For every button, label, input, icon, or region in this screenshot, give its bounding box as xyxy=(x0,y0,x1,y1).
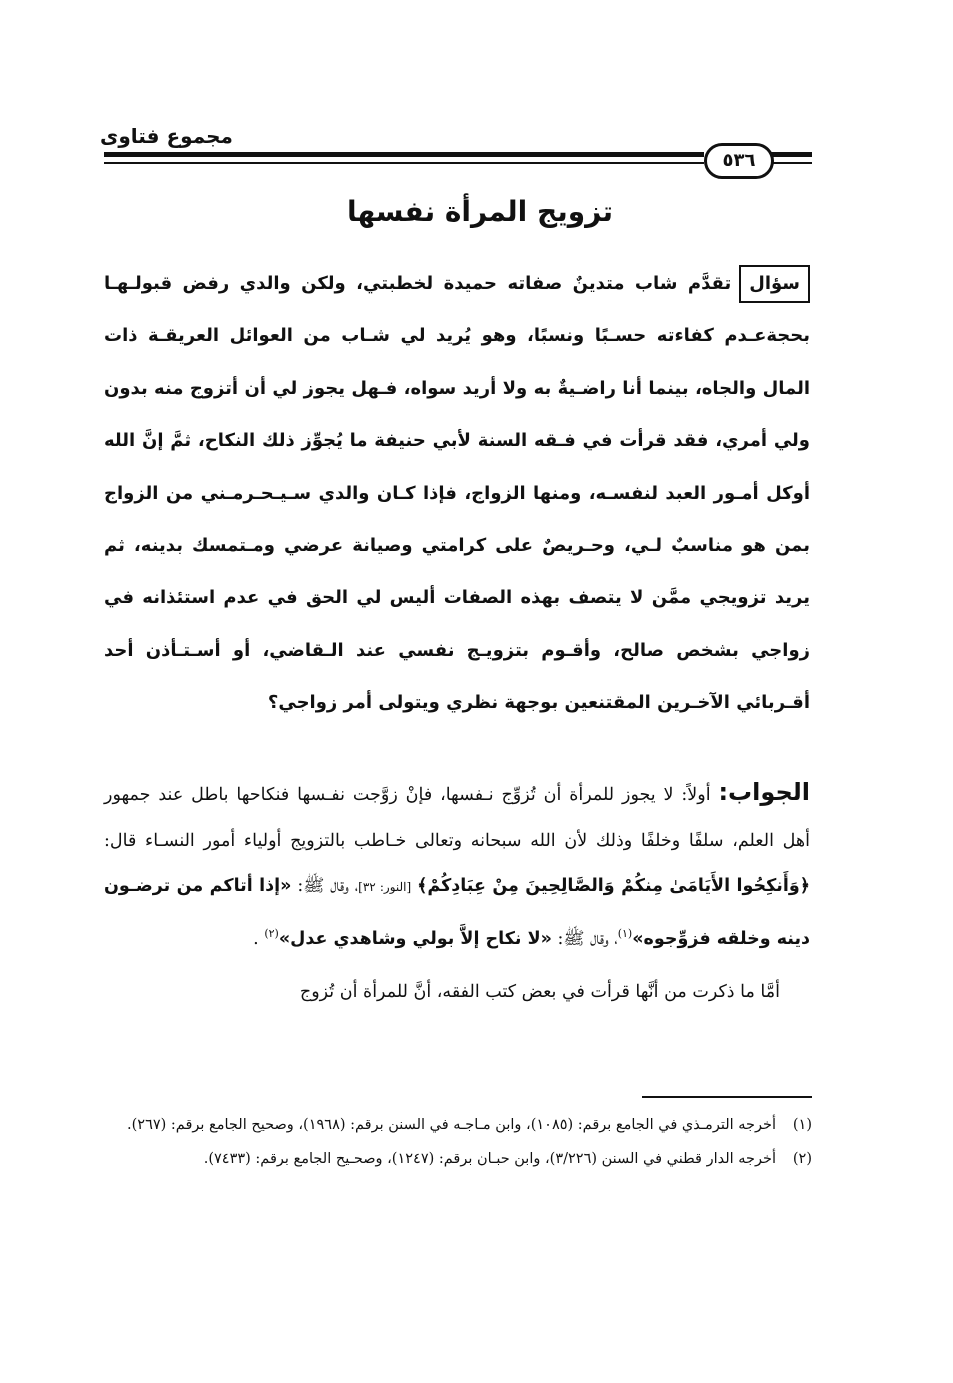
answer-text-2: ، وقال ﷺ: xyxy=(297,876,359,897)
footnote-number: (٢) xyxy=(792,1151,812,1167)
header-rule-thick-right xyxy=(770,152,812,157)
footnote-item xyxy=(104,1144,812,1175)
answer-text-5: أمَّا ما ذكرت من أنَّها قرأت في بعض كتب الفقه، أنَّ للمرأة أن تُزوج xyxy=(299,982,780,1003)
quran-reference: [النور: ٣٢] xyxy=(358,880,412,895)
answer-text-4: . xyxy=(253,928,259,949)
footnotes xyxy=(104,1110,812,1178)
answer-paragraph-2 xyxy=(104,970,810,1016)
answer-label: الجواب: xyxy=(718,778,810,806)
footnote-number: (١) xyxy=(792,1117,812,1133)
question-paragraph xyxy=(104,258,810,730)
question-text: تقدَّم شاب متدينٌ صفاته حميدة لخطبتي، ولكن والدي رفض قبولـهـا بحجةعـدم كفاءته حسـبًا ونسبًا، وهو يُريد لي شـاب من العوائل العريقـة ذات المال والجاه، بينما أنا راضـيةٌ به ولا أريد سواه، فـهل يجوز لي أن أتزوج منه بدون ولي أمري، فقد قرأت في فـقه السنة لأبي حنيفة ما يُجوِّز ذلك النكاح، ثمَّ إنَّ الله أوكل أمـور العبد لنفسـه، ومنها الزواج، فإذا كـان والدي سـيـحـرمـني من الزواج بمن هو مناسبٌ لـي، وحـريصٌ على كرامتي وصيانة عرضي ومـتمسك بدينه، ثم يريد تزويجي ممَّن لا يتصف بهذه الصفات أليس لي الحق في عدم استئذانه في زواجي بشخص صالح، وأقـوم بتزويـج نفسي عند الـقاضي، أو أسـتـأذن أحد أقـربائي الآخـرين المقتنعين بوجهة نظري ويتولى أمر زواجي؟ xyxy=(104,273,810,714)
question-label: سؤال xyxy=(739,265,810,303)
answer-text-1: أولاً: لا يجوز للمرأة أن تُزوِّج نـفسها، فإنْ زوَّجت نفـسها فنكاحها باطل عند جمهور أهل العلم، سلفًا وخلفًا وذلك لأن الله سبحانه وتعالى خـاطب بالتزويج أولياء أمور النسـاء قال: xyxy=(104,785,810,851)
header-rule-thin-right xyxy=(770,162,812,164)
footnote-text: أخرجه الدار قطني في السنن (٣/٢٢٦)، وابن حبـان برقم: (١٢٤٧)، وصحـيح الجامع برقم: (٧٤٣٣). xyxy=(203,1151,776,1167)
header-rule-thick-left xyxy=(104,152,704,157)
page-title: تزويج المرأة نفسها xyxy=(346,195,614,228)
footnote-ref-2: (٢) xyxy=(264,926,279,940)
footnote-divider xyxy=(642,1096,812,1098)
quran-verse: ﴿وَأَنكِحُوا الأَيَامَىٰ مِنكُمْ وَالصَّالِحِينَ مِنْ عِبَادِكُمْ﴾ xyxy=(417,876,810,897)
hadith-1: «إذا أتاكم من ترضـون دينه وخلقه فزوِّجوه» xyxy=(104,876,810,949)
footnote-text: أخرجه الترمـذي في الجامع برقم: (١٠٨٥)، وابن مـاجـه في السنن برقم: (١٩٦٨)، وصحيح الجامع برقم: (٢٦٧). xyxy=(127,1117,776,1133)
header-rule-thin-left xyxy=(104,162,704,164)
hadith-2: «لا نكاح إلاَّ بولي وشاهدي عدل» xyxy=(278,928,552,949)
page-number: ٥٣٦ xyxy=(704,143,774,179)
answer-paragraph xyxy=(104,770,810,1016)
footnote-ref-1: (١) xyxy=(617,926,633,940)
footnote-item xyxy=(104,1110,812,1141)
answer-text-3: ، وقال ﷺ: xyxy=(557,928,618,949)
header-book-title: مجموع فتاوى xyxy=(100,124,233,148)
